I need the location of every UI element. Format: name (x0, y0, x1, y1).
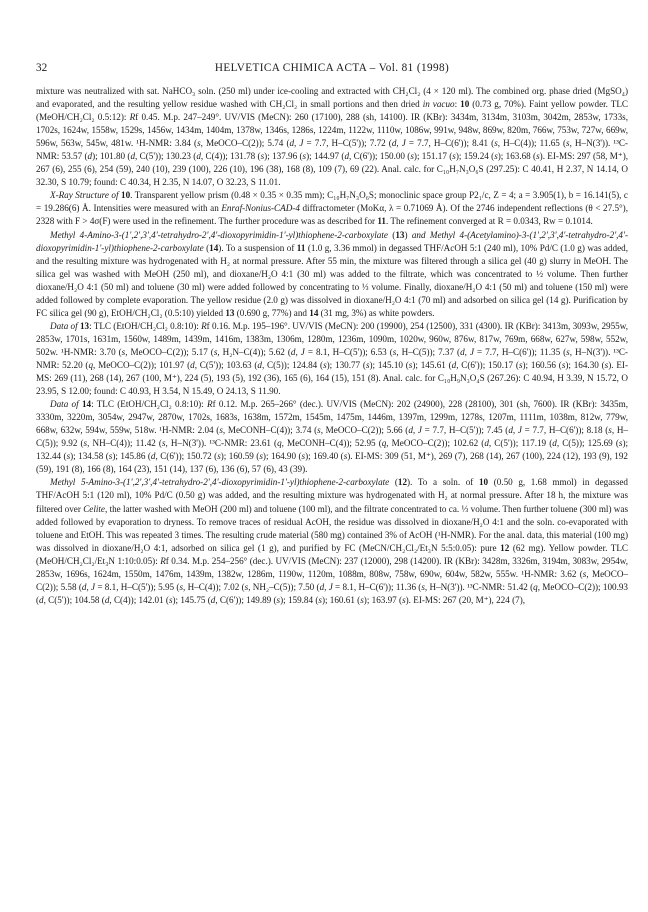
journal-title: HELVETICA CHIMICA ACTA – Vol. 81 (1998) (214, 62, 450, 74)
text-run: ); 159.24 ( (455, 151, 495, 162)
text-run: : TLC (EtOH/CH₂Cl₂ 0.8:10): (89, 320, 202, 331)
text-run: : TLC (EtOH/CH₂Cl₂ 0.8:10): (91, 399, 207, 410)
text-run: s (260, 151, 265, 162)
text-run: s (217, 451, 221, 462)
text-run: R (207, 399, 213, 410)
text-run: s (452, 151, 456, 162)
paragraph-compound-10-data (36, 85, 628, 189)
text-run: , NH₂–C(5)); 7.50 ( (248, 581, 320, 592)
text-run: = 7.7, H–C(5')); 7.45 ( (421, 425, 509, 436)
text-run: q (88, 359, 94, 370)
text-run: = 8.1, H–C(6')); 11.36 ( (332, 581, 422, 592)
text-run: d, J (290, 346, 305, 357)
text-run: , MeOCO–C(2)); 5.74 ( (200, 138, 290, 149)
article-body (36, 85, 628, 607)
text-run: s (618, 438, 623, 449)
text-run: d (451, 359, 457, 370)
text-run: q (381, 438, 387, 449)
text-run: ). To a suspension of (218, 242, 297, 253)
text-run: , H–C(5)); 7.37 ( (396, 346, 461, 357)
text-run: ); 160.59 ( (220, 451, 260, 462)
text-run: ); 145.75 ( (172, 594, 211, 605)
text-run: ); 145.86 ( (112, 451, 151, 462)
text-run: , MeCONH–C(4)); 52.95 ( (281, 438, 382, 449)
text-run: , C(6')); 150.17 ( (456, 359, 519, 370)
text-run: ); 132.44 ( (36, 438, 629, 462)
paragraph-data-14 (36, 398, 628, 476)
text-run: Data of (50, 399, 82, 410)
text-run: s (421, 581, 425, 592)
text-run: and Methyl 4-(Acetylamino)-3-(1',2',3',4'-tetrahydro-2',4'-dioxopyrimidin-1'-yl)thiophene-2-carboxylate (36, 229, 628, 253)
text-run: ); 160.56 ( (522, 359, 562, 370)
text-run: s (301, 451, 306, 462)
text-run: Enraf-Nonius-CAD-4 (221, 203, 300, 214)
text-run: d, J (508, 425, 522, 436)
text-run: R (160, 555, 166, 566)
text-run: , MeCONH–C(4)); 3.74 ( (222, 425, 318, 436)
text-run: s (518, 359, 523, 370)
text-run: , C(5')); 103.63 ( (194, 359, 258, 370)
text-run: ); 151.17 ( (413, 151, 453, 162)
text-run: ). To a soln. of (407, 477, 479, 488)
text-run: ); 164.90 ( (262, 451, 302, 462)
text-run: (0.690 g, 77%) and (234, 307, 310, 318)
text-run: , C(4)); 142.01 ( (109, 594, 169, 605)
text-run: ); 164.30 ( (565, 359, 605, 370)
paragraph-synthesis-12 (36, 476, 628, 606)
text-run: d (39, 594, 44, 605)
text-run: , H–C(5)); 9.92 ( (36, 425, 628, 449)
text-run: 12 (397, 477, 408, 488)
text-run: (1.0 g, 3.36 mmol) in degassed THF/AcOH 5:1 (240 ml), 10% Pd/C (1.0 g) was added, and the resulting mixture was hydrogenated with H₂ at normal pressure. After 55 min, the mixture was filtered through a silica gel (40 g) slurry in MeOH. The silica gel was washed with MeOH (250 ml), and dioxane/H₂O 4:1 (30 ml) was added to the filtrate, which was concentrated to ½ volume. Then further dioxane/H₂O 4:1 (50 ml) and toluene (30 ml) were added followed by concentrating to ⅓ volume. Finally, dioxane/H₂O 4:1 (50 ml) and toluene (150 ml) were added followed by complete evaporation. The yellow residue (2.0 g) was dissolved in dioxane/H₂O 4:1 (70 ml) and adsorbed on silica gel (14 g). Purification by FC silica gel (90 g), EtOH/CH₂Cl₂ (0.5:10) yielded (36, 242, 629, 318)
page-number: 32 (36, 62, 48, 74)
text-run: ); 101.80 ( (92, 151, 131, 162)
text-run: Data of (50, 320, 80, 331)
text-run: , H–N(3')). ¹³C-NMR: 52.20 ( (36, 346, 628, 370)
text-run: s (343, 451, 348, 462)
text-run: ); 169.40 ( (305, 451, 344, 462)
text-run: R (129, 112, 136, 123)
text-run: , MeOCO–C(2)); 101.97 ( (93, 359, 191, 370)
text-run: 11 (377, 216, 386, 227)
text-run: = 7.7, H–C(6')); 8.18 ( (521, 425, 609, 436)
text-run: s (561, 359, 566, 370)
text-run: , H₂N–C(4)); 5.62 ( (217, 346, 291, 357)
text-run: ); 145.61 ( (412, 359, 452, 370)
text-run: ( (389, 477, 398, 488)
text-run: , MeOCO–C(2)); 5.58 ( (36, 568, 628, 592)
text-run: s (494, 138, 498, 149)
text-run: s (244, 581, 249, 592)
text-run: s (408, 359, 413, 370)
text-run: ); 163.97 ( (363, 594, 403, 605)
text-run: , H–C(4)); 11.65 ( (497, 138, 566, 149)
text-run: d, J (391, 138, 406, 149)
text-run: ). EI-MS: 297 (58, M⁺), 267 (6), 255 (6), 254 (59), 240 (10), 239 (100), 226 (10), 196 (38), 168 (8), 109 (7), 69 (22). Anal. calc. for C₁₀H₇N₃O₆S (297.25): C 40.41, H 2.37, N 14.14, O 32.30, S 10.79; found: C 40.34, H 2.35, N 14.07, O 32.23, S 11.01. (36, 151, 629, 188)
text-run: q (277, 438, 282, 449)
text-run: X-Ray Structure of (50, 190, 122, 201)
text-run: d (150, 451, 156, 462)
text-run: s (392, 346, 397, 357)
text-run: q (533, 581, 538, 592)
text-run: . Transparent yellow prism (0.48 × 0.35 × 0.35 mm); C₁₀H₇N₃O₆S; monoclinic space group P2₁/c, Z = 4; a = 3.905(1), b = 16.141(5), c = 19.286(6) Å. Intensities were measured with an (36, 190, 628, 214)
text-run: , H–C(4)); 7.02 ( (183, 581, 245, 592)
text-run: 13 (79, 320, 90, 331)
text-run: s (197, 138, 201, 149)
text-run: ); 160.61 ( (321, 594, 361, 605)
text-run: s (318, 594, 322, 605)
text-run: diffractometer (MoKα, λ = 0.71069 Å). Of the 2746 independent reflections (θ < 27.5°), 2328 with F > 4σ(F) were used in the refinement. The further procedure was as described for (36, 203, 628, 227)
text-run: d (344, 151, 350, 162)
text-run: ); 130.77 ( (326, 359, 366, 370)
text-run: , C(6')); 150.00 ( (349, 151, 411, 162)
text-run: s (121, 346, 126, 357)
text-run: , C(5)); 125.69 ( (556, 438, 619, 449)
text-run: s (608, 425, 612, 436)
text-run: f 0.34. M.p. 254–256° (dec.). UV/VIS (MeCN): 237 (12000), 298 (14200). IR (KBr): 3428m, 3326m, 3194m, 3083w, 2954w, 2853w, 1696s, 1624m, 1550m, 1476m, 1439m, 1382w, 1286m, 1190w, 1120m, 1088m, 808w, 758w, 690w, 604w, 582w, 555w. ¹H-NMR: 3.62 ( (36, 555, 628, 579)
text-run: ) (404, 229, 412, 240)
text-run: , H–N(3')). ¹³C-NMR: 23.61 ( (165, 438, 278, 449)
paragraph-xray-structure (36, 189, 628, 228)
text-run: d (190, 359, 195, 370)
text-run: s (83, 438, 88, 449)
text-run: (62 mg). Yellow powder. TLC (MeOH/CH₂Cl₂/Et₃N 1:10:0.05): (36, 542, 629, 566)
text-run: d (130, 151, 136, 162)
text-run: ); 163.68 ( (497, 151, 537, 162)
text-run: ); 159.84 ( (280, 594, 319, 605)
text-run: ); 137.96 ( (264, 151, 303, 162)
text-run: d (257, 359, 262, 370)
text-run: , C(6')); 150.72 ( (155, 451, 218, 462)
text-run: , MeOCO–C(2)); 5.17 ( (125, 346, 214, 357)
text-run: , C(5')); 117.19 ( (488, 438, 553, 449)
text-run: , MeOCO–C(2)); 5.66 ( (320, 425, 409, 436)
text-run: , C(4)); 131.78 ( (200, 151, 261, 162)
text-run: Methyl 5-Amino-3-(1',2',3',4'-tetrahydro-2',4'-dioxopyrimidin-1'-yl)thiophene-2-carboxylate (50, 477, 390, 488)
text-run: = 7.7, H–C(6')); 11.35 ( (474, 346, 567, 357)
text-run: ); 145.10 ( (369, 359, 409, 370)
text-run: d, J (408, 425, 422, 436)
text-run: ). EI-MS: 309 (51, M⁺), 269 (7), 268 (14), 267 (100), 224 (12), 193 (9), 192 (59), 191 (8), 166 (8), 164 (23), 151 (14), 137 (6), 136 (6), 57 (6), 43 (39). (36, 451, 628, 475)
text-run: s (494, 151, 498, 162)
text-run: : (454, 99, 461, 110)
text-run: s (302, 151, 307, 162)
text-run: (0.50 g, 1.68 mmol) in degassed THF/AcOH 5:1 (120 ml), 10% Pd/C (0.50 g) was added, and the resulting mixture was hydrogenated with H₂ at normal pressure. After 18 h, the mixture was filtered over (36, 477, 628, 514)
paragraph-data-13 (36, 320, 628, 398)
text-run: f 0.12. M.p. 265–266° (dec.). UV/VIS (MeCN): 202 (24900), 228 (28100), 301 (sh, 7600). IR (KBr): 3435m, 3330m, 3220m, 3054w, 2947w, 2870w, 1702s, 1683s, 1638m, 1572m, 1545m, 1475m, 1446m, 1397m, 1299m, 1278s, 1207m, 1111m, 1038m, 812w, 779w, 668w, 632w, 594w, 559w, 518w. ¹H-NMR: 2.04 ( (36, 399, 628, 436)
text-run: s (66, 451, 71, 462)
text-run: 11 (296, 242, 306, 253)
text-run: ( (387, 229, 396, 240)
text-run: (31 mg, 3%) as white powders. (318, 307, 435, 318)
text-run: s (276, 594, 281, 605)
text-run: 14 (309, 307, 319, 318)
text-run: 10 (478, 477, 489, 488)
text-run: d (484, 438, 489, 449)
text-run: d, J (81, 581, 96, 592)
text-run: d (552, 438, 557, 449)
text-run: s (536, 151, 540, 162)
text-run: d (87, 151, 93, 162)
text-run: 13 (395, 229, 405, 240)
text-run: 14 (209, 242, 219, 253)
paragraph-synthesis-13-14 (36, 229, 628, 320)
text-run: 12 (500, 542, 510, 553)
text-run: s (582, 568, 587, 579)
text-run: d, J (319, 581, 333, 592)
text-run: ); 144.97 ( (306, 151, 345, 162)
text-run: s (604, 359, 609, 370)
text-run: f 0.16. M.p. 195–196°. UV/VIS (MeCN): 200 (19900), 254 (12500), 331 (4300). IR (KBr): 3413m, 3093w, 2955w, 2853w, 1701s, 1631m, 1560w, 1489m, 1439m, 1416m, 1383m, 1306m, 1280m, 1236m, 1090m, 1020w, 960w, 876w, 817w, 769m, 668w, 627w, 598w, 552w, 502w. ¹H-NMR: 3.70 ( (36, 320, 628, 357)
text-run: d, J (460, 346, 474, 357)
running-header (36, 62, 628, 76)
text-run: , H–N(3')). ¹³C-NMR: 53.57 ( (36, 138, 628, 162)
text-run: = 7.7, H–C(6')); 8.41 ( (405, 138, 495, 149)
text-run: ( (203, 242, 210, 253)
text-run: , C(5')); 104.58 ( (43, 594, 105, 605)
text-run: s (410, 151, 414, 162)
text-run: . The refinement converged at R = 0.0343, Rw = 0.1014. (385, 216, 593, 227)
text-run: Celite (83, 503, 105, 514)
text-run: , C(6')); 149.89 ( (215, 594, 277, 605)
text-run: s (317, 425, 321, 436)
text-run: R (201, 320, 207, 331)
text-run: d, J (289, 138, 304, 149)
journal-page (36, 0, 628, 912)
text-run: s (108, 451, 113, 462)
text-run: = 8.1, H–C(5')); 5.95 ( (95, 581, 180, 592)
text-run: s (219, 425, 223, 436)
text-run: , MeOCO–C(2)); 100.93 ( (36, 581, 628, 605)
text-run: 10 (121, 190, 131, 201)
text-run: = 8.1, H–C(5')); 6.53 ( (304, 346, 393, 357)
text-run: , H–N(3')). ¹³C-NMR: 51.42 ( (424, 581, 534, 592)
text-run: s (365, 359, 370, 370)
text-run: , NH–C(4)); 11.42 ( (87, 438, 162, 449)
text-run: s (213, 346, 218, 357)
text-run: , C(5')); 130.23 ( (135, 151, 197, 162)
text-run: s (402, 594, 406, 605)
text-run: s (566, 346, 570, 357)
text-run: , the latter washed with MeOH (200 ml) and toluene (100 ml), and the filtrate concentrated to ca. ⅓ volume. Then further toluene (300 ml) was added followed by evaporation to dryness. To remove traces of residual AcOH, the residue was dissolved in dioxane/H₂O 4:1 and the soln. co-evaporated with toluene and EtOH. This was repeated 3 times. The resulting crude material (580 mg) contained 3% of AcOH (¹H-NMR). For the anal. data, this material (100 mg) was dissolved in dioxane/H₂O 4:1, adsorbed on silica gel (1 g), and purified by FC (MeCN/CH₂Cl₂/Et₃N 5:5:0.05): pure (36, 503, 628, 553)
text-run: ). EI-MS: 269 (11), 268 (14), 267 (100, M⁺), 224 (5), 193 (5), 192 (36), 165 (6), 164 (15), 151 (8). Anal. calc. for C₁₀H₉N₃O₄S (267.26): C 40.94, H 3.39, N 15.72, O 23.95, S 12.00; found: C 40.93, H 3.54, N 15.49, O 24.13, S 11.90. (36, 359, 629, 397)
text-run: d (104, 594, 110, 605)
text-run: 13 (225, 307, 235, 318)
text-run: s (161, 438, 166, 449)
text-run: 10 (460, 99, 470, 110)
text-run: , MeOCO–C(2)); 102.62 ( (386, 438, 485, 449)
text-run: in vacuo (422, 99, 455, 110)
text-run: ); 134.58 ( (70, 451, 109, 462)
text-run: ). EI-MS: 267 (20, M⁺), 224 (7), (405, 594, 526, 605)
text-run: s (179, 581, 184, 592)
text-run: , C(5)); 124.84 ( (261, 359, 324, 370)
text-run: s (566, 138, 570, 149)
text-run: Methyl 4-Amino-3-(1',2',3',4'-tetrahydro-2',4'-dioxopyrimidin-1'-yl)thiophene-2-carboxylate (50, 229, 388, 240)
text-run: s (323, 359, 327, 370)
text-run: d (210, 594, 216, 605)
text-run: (0.73 g, 70%). Faint yellow powder. TLC (MeOH/CH₂Cl₂ 0.5:12): (36, 99, 629, 123)
text-run: mixture was neutralized with sat. NaHCO₃ soln. (250 ml) under ice-cooling and extracted with CH₂Cl₂ (4 × 120 ml). The combined org. phase dried (MgSO₄) and evaporated, and the resulting yellow residue washed with CH₂Cl₂ in small portions and then dried (36, 86, 628, 110)
text-run: 14 (81, 399, 92, 410)
text-run: s (259, 451, 263, 462)
text-run: s (168, 594, 173, 605)
text-run: f 0.45. M.p. 247–249°. UV/VIS (MeCN): 260 (17100), 288 (sh, 14100). IR (KBr): 3434m, 3134m, 3103m, 3042m, 2853w, 1733s, 1702s, 1624w, 1558w, 1529s, 1456w, 1434m, 1404m, 1378w, 1346s, 1286s, 1224m, 1122w, 1110w, 1086w, 991w, 948w, 869w, 820m, 766w, 753w, 727w, 669w, 596w, 563w, 545w, 481w. ¹H-NMR: 3.84 ( (36, 112, 629, 149)
text-run: d (196, 151, 201, 162)
text-run: = 7.7, H–C(5')); 7.72 ( (303, 138, 392, 149)
text-run: s (360, 594, 364, 605)
